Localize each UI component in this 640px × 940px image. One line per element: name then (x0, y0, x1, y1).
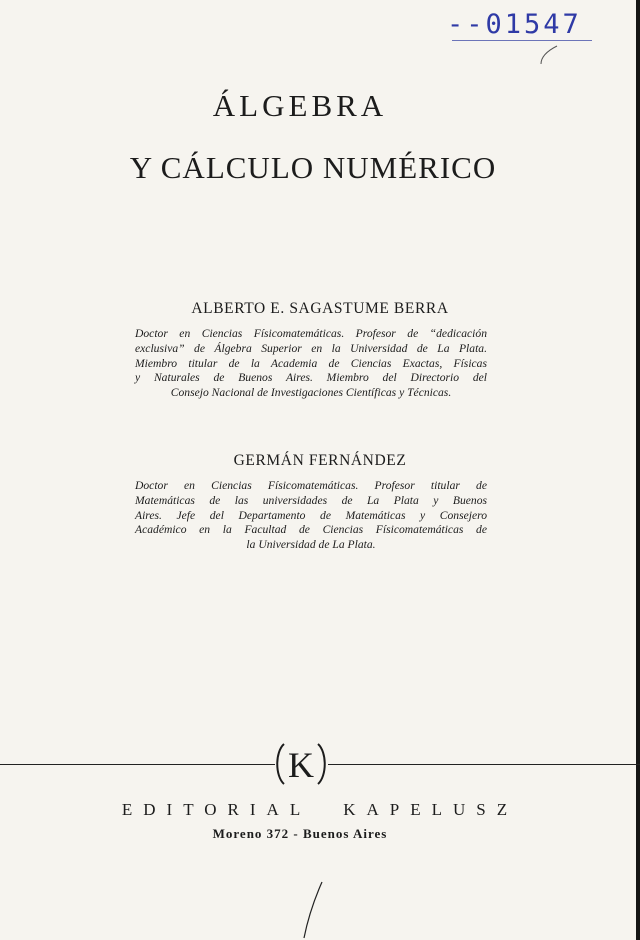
author-name-2: GERMÁN FERNÁNDEZ (233, 452, 407, 469)
stamp-underline (452, 40, 592, 41)
publisher-word-2: KAPELUSZ (343, 800, 519, 819)
author-name-1: ALBERTO E. SAGASTUME BERRA (191, 300, 449, 317)
inventory-number: --01547 (447, 9, 582, 40)
author-bio-2 (135, 479, 487, 553)
bio-line: Matemáticas de las universidades de La Plata y Buenos (135, 493, 487, 507)
bio-line: Doctor en Ciencias Físicomatemáticas. Profesor de “dedicación (135, 327, 487, 340)
pencil-mark-icon (535, 38, 565, 68)
bio-line: Académico en la Facultad de Ciencias Físicomatemáticas de (135, 523, 487, 537)
rule-left (0, 764, 275, 765)
publisher-name (0, 800, 640, 820)
book-title-line-1: ÁLGEBRA (212, 88, 388, 123)
book-title-line-2: Y CÁLCULO NUMÉRICO (129, 150, 497, 185)
inventory-stamp (447, 9, 582, 40)
bio-line: Consejo Nacional de Investigaciones Científicas y Técnicas. (170, 386, 452, 400)
bio-line: la Universidad de La Plata. (246, 538, 376, 552)
bio-line: Doctor en Ciencias Físicomatemáticas. Profesor titular de (135, 479, 487, 492)
publisher-address: Moreno 372 - Buenos Aires (212, 826, 388, 841)
bio-line: y Naturales de Buenos Aires. Miembro del Directorio del (135, 371, 487, 385)
pencil-stroke-icon (290, 880, 330, 940)
bio-line: exclusiva” de Álgebra Superior en la Universidad de La Plata. (135, 341, 487, 355)
logo-letter: K (288, 745, 314, 785)
bio-line: Aires. Jefe del Departamento de Matemáticas y Consejero (135, 508, 487, 522)
bio-line: Miembro titular de la Academia de Ciencias Exactas, Físicas (135, 356, 487, 370)
rule-right (328, 764, 640, 765)
page-edge-shadow (636, 0, 640, 940)
kapelusz-logo-icon (275, 740, 327, 788)
author-bio-1 (135, 327, 487, 401)
publisher-word-1: EDITORIAL (121, 800, 312, 819)
